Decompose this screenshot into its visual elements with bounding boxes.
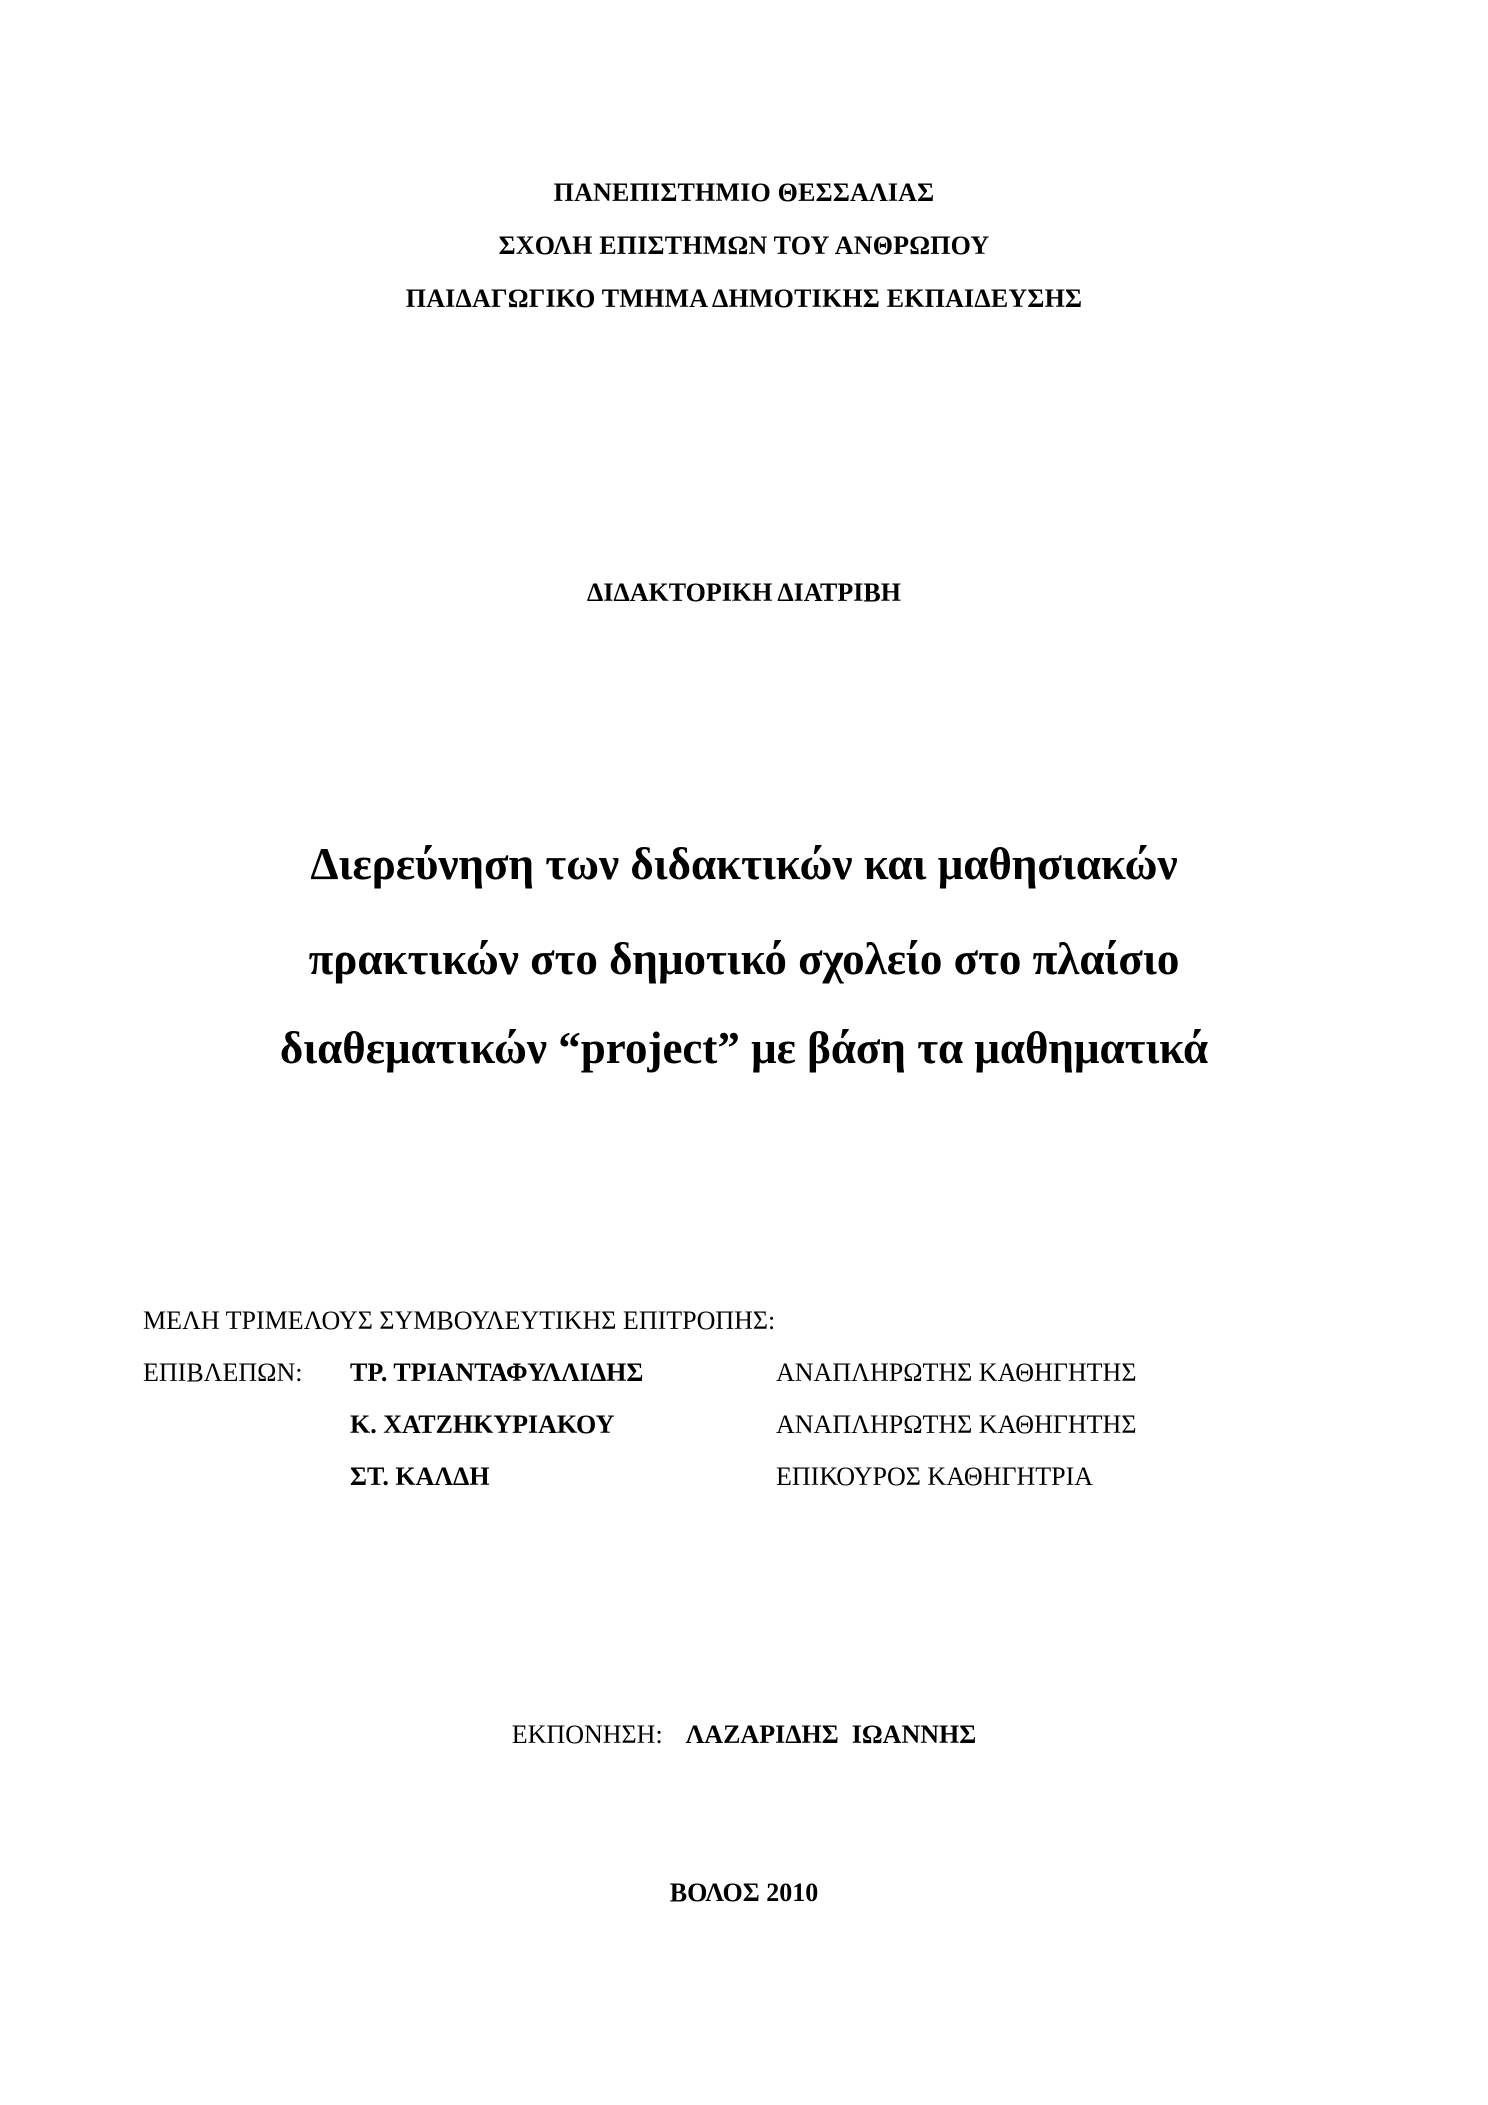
author-name: ΛΑΖΑΡΙΔΗΣ ΙΩΑΝΝΗΣ xyxy=(685,1720,977,1749)
committee-member-rank: ΕΠΙΚΟΥΡΟΣ ΚΑΘΗΓΗΤΡΙΑ xyxy=(776,1462,1094,1491)
title-line-3: διαθεματικών “project” με βάση τα μαθηματικά xyxy=(279,1023,1209,1073)
committee-member-name: ΣΤ. ΚΑΛΔΗ xyxy=(350,1462,490,1491)
supervisor-label: ΕΠΙΒΛΕΠΩΝ: xyxy=(143,1358,303,1387)
university-name: ΠΑΝΕΠΙΣΤΗΜΙΟ ΘΕΣΣΑΛΙΑΣ xyxy=(553,178,935,207)
committee-heading: ΜΕΛΗ ΤΡΙΜΕΛΟΥΣ ΣΥΜΒΟΥΛΕΥΤΙΚΗΣ ΕΠΙΤΡΟΠΗΣ: xyxy=(143,1306,776,1335)
place-date: ΒΟΛΟΣ 2010 xyxy=(669,1878,819,1907)
committee-member-name: ΤΡ. ΤΡΙΑΝΤΑΦΥΛΛΙΔΗΣ xyxy=(350,1358,644,1387)
author-line xyxy=(0,1720,1488,1750)
title-line-2: πρακτικών στο δημοτικό σχολείο στο πλαίσιο xyxy=(308,934,1180,984)
school-name: ΣΧΟΛΗ ΕΠΙΣΤΗΜΩΝ ΤΟΥ ΑΝΘΡΩΠΟΥ xyxy=(498,231,990,260)
committee-member-name: Κ. ΧΑΤΖΗΚΥΡΙΑΚΟΥ xyxy=(350,1410,615,1439)
committee-member-rank: ΑΝΑΠΛΗΡΩΤΗΣ ΚΑΘΗΓΗΤΗΣ xyxy=(776,1358,1137,1387)
committee-member-rank: ΑΝΑΠΛΗΡΩΤΗΣ ΚΑΘΗΓΗΤΗΣ xyxy=(776,1410,1137,1439)
document-type: ΔΙΔΑΚΤΟΡΙΚΗ ΔΙΑΤΡΙΒΗ xyxy=(587,578,901,607)
department-name: ΠΑΙΔΑΓΩΓΙΚΟ ΤΜΗΜΑ ΔΗΜΟΤΙΚΗΣ ΕΚΠΑΙΔΕΥΣΗΣ xyxy=(405,284,1083,313)
author-label: ΕΚΠΟΝΗΣΗ: xyxy=(511,1720,663,1749)
title-line-1: Διερεύνηση των διδακτικών και μαθησιακών xyxy=(310,839,1178,889)
